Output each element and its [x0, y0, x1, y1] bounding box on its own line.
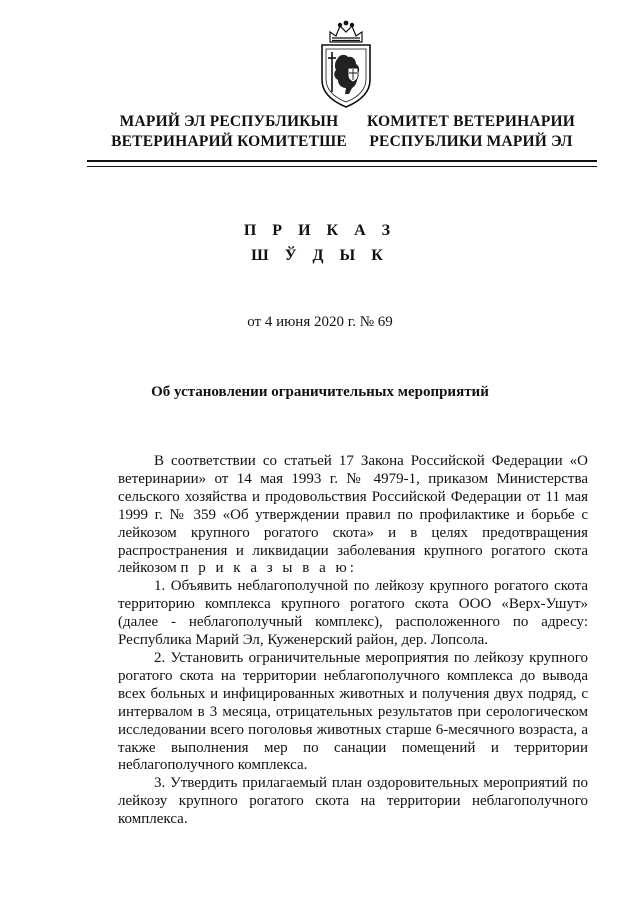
- header-left-line1: МАРИЙ ЭЛ РЕСПУБЛИКЫН: [119, 113, 339, 130]
- header-left-line2: ВЕТЕРИНАРИЙ КОМИТЕТШЕ: [111, 133, 347, 150]
- header-divider-thick: [87, 160, 597, 162]
- header-divider-thin: [87, 166, 597, 167]
- document-type-mari: Ш Ў Д Ы К: [251, 247, 389, 264]
- header-right-line2: РЕСПУБЛИКИ МАРИЙ ЭЛ: [369, 133, 573, 150]
- header-right: [360, 112, 582, 152]
- order-item-3: 3. Утвердить прилагаемый план оздоровительных мероприятий по лейкозу крупного рогатого скота на территории неблагополучного комплекса.: [118, 775, 588, 828]
- shield-icon: [322, 45, 370, 107]
- preamble-text: В соответствии со статьей 17 Закона Российской Федерации «О ветеринарии» от 14 мая 1993 г. № 4979-1, приказом Министерства сельского хозяйства и продовольствия Российской Федерации от 11 мая 1999 г. № 359 «Об утверждении правил по профилактике и борьбе с лейкозом крупного рогатого скота» и в целях предотвращения распространения и ликвидации заболевания крупного рогатого скота лейкозом: [118, 453, 588, 577]
- order-item-1: 1. Объявить неблагополучной по лейкозу крупного рогатого скота территорию комплекса крупного рогатого скота ООО «Верх-Ушут» (далее - неблагополучный комплекс), расположенного по адресу: Республика Марий Эл, Куженерский район, дер. Лопсола.: [118, 578, 588, 649]
- preamble-paragraph: [118, 453, 588, 578]
- document-date: от 4 июня 2020 г. № 69: [247, 314, 393, 330]
- order-item-2: 2. Установить ограничительные мероприятия по лейкозу крупного рогатого скота на территории неблагополучного комплекса до вывода всех больных и инфицированных животных и получения двух подряд, с интервалом в 3 месяца, отрицательных результатов при серологическом исследовании всего поголовья животных старше 6-месячного возраста, а также выполнения мер по санации помещений и территории неблагополучного комплекса.: [118, 649, 588, 774]
- coat-of-arms-emblem: [316, 18, 376, 110]
- header-right-line1: КОМИТЕТ ВЕТЕРИНАРИИ: [367, 113, 575, 130]
- document-type-ru: П Р И К А З: [243, 222, 397, 239]
- document-subject: Об установлении ограничительных мероприятий: [151, 384, 489, 400]
- crown-icon: [330, 21, 362, 42]
- header-left: [98, 112, 360, 152]
- document-body: [118, 453, 588, 829]
- order-word: п р и к а з ы в а ю:: [180, 560, 357, 577]
